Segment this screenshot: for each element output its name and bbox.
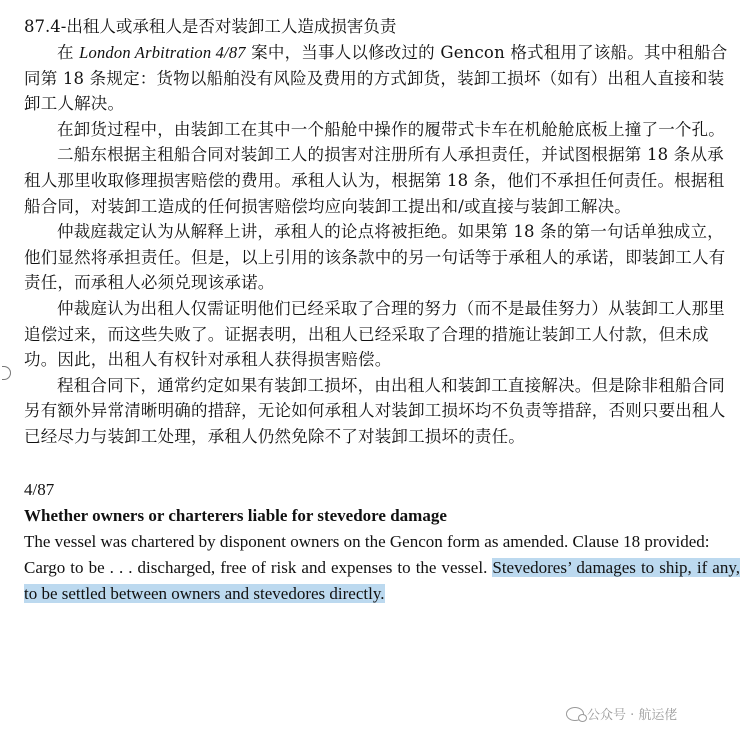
paragraph-cn-1 — [24, 40, 740, 117]
watermark — [566, 704, 677, 723]
document-page — [24, 14, 740, 607]
paragraph-cn-4: 仲裁庭裁定认为从解释上讲，承租人的论点将被拒绝。如果第 18 条的第一句话单独成立，他们显然将承担责任。但是，以上引用的该条款中的另一句话等于承租人的承诺，即装卸工人有责任，而承租人必须兑现该承诺。 — [24, 222, 726, 293]
wechat-icon — [566, 707, 584, 721]
case-title-en: Whether owners or charterers liable for stevedore damage — [24, 505, 447, 525]
case-citation: London Arbitration 4/87 — [79, 43, 246, 62]
paragraph-cn-1-post: 案中，当事人以修改过的 Gencon 格式租用了该船。其中租船合同第 18 条规定：货物以船舶没有风险及费用的方式卸货，装卸工损坏（如有）出租人直接和装卸工人解决。 — [24, 43, 728, 114]
watermark-text: 公众号 · 航运佬 — [587, 708, 678, 723]
highlighted-clause-text: Stevedores’ damages to ship, if any, to be settled between owners and stevedores directly. — [24, 557, 740, 603]
case-number: 4/87 — [24, 479, 55, 499]
paragraph-en-1: The vessel was chartered by disponent owners on the Gencon form as amended. Clause 18 provided: — [24, 531, 710, 551]
paragraph-cn-1-pre: 在 — [57, 43, 80, 62]
margin-bracket-mark — [2, 366, 11, 380]
paragraph-cn-3: 二船东根据主租船合同对装卸工人的损害对注册所有人承担责任，并试图根据第 18 条从承租人那里收取修理损害赔偿的费用。承租人认为，根据第 18 条，他们不承担任何责任。根据租船合同，对装卸工造成的任何损害赔偿均应向装卸工提出和/或直接与装卸工解决。 — [24, 145, 725, 216]
paragraph-cn-5: 仲裁庭认为出租人仅需证明他们已经采取了合理的努力（而不是最佳努力）从装卸工人那里追偿过来，而这些失败了。证据表明，出租人已经采取了合理的措施让装卸工人付款，但未成功。因此，出租人有权针对承租人获得损害赔偿。 — [24, 298, 725, 370]
section-gap — [24, 450, 740, 477]
paragraph-cn-2: 在卸货过程中，由装卸工在其中一个船舱中操作的履带式卡车在机舱舱底板上撞了一个孔。 — [57, 119, 725, 139]
clause-text: Cargo to be . . . discharged, free of risk and expenses to the vessel. — [24, 557, 493, 577]
paragraph-cn-6: 程租合同下，通常约定如果有装卸工损坏，由出租人和装卸工直接解决。但是除非租船合同另有额外异常清晰明确的措辞，无论如何承租人对装卸工损坏均不负责等措辞，否则只要出租人已经尽力与装卸工处理，承租人仍然免除不了对装卸工损坏的责任。 — [24, 375, 726, 446]
section-title-cn: 87.4-出租人或承租人是否对装卸工人造成损害负责 — [24, 17, 397, 36]
paragraph-en-2 — [24, 555, 740, 607]
